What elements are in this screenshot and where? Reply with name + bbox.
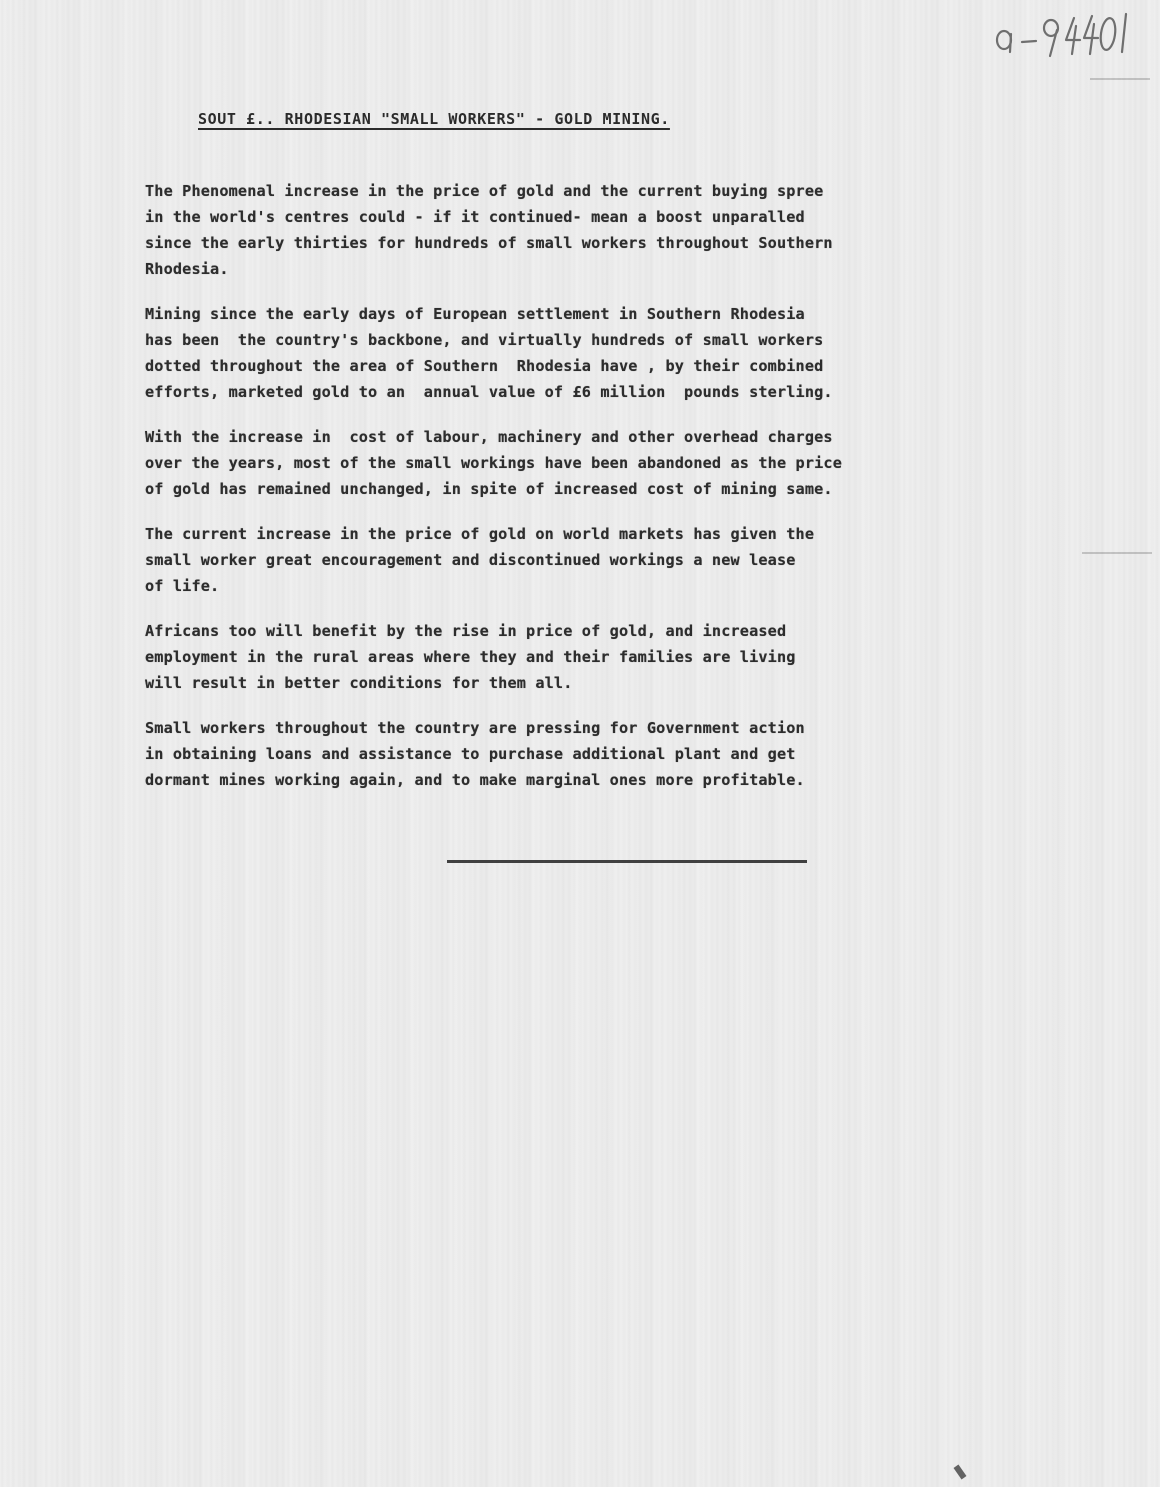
paragraph-encouragement [145,521,1105,599]
end-of-document-rule [447,860,807,863]
text-line: will result in better conditions for them all. [145,674,573,692]
text-line: dormant mines working again, and to make marginal ones more profitable. [145,771,805,789]
paragraph-gold-price-boost [145,178,1105,282]
text-line: Africans too will benefit by the rise in price of gold, and increased [145,622,787,640]
paragraph-government-action [145,715,1105,793]
text-line: in obtaining loans and assistance to purchase additional plant and get [145,745,796,763]
text-line: The current increase in the price of gold on world markets has given the [145,525,815,543]
handwritten-reference-number [950,8,1140,68]
text-line: Rhodesia. [145,260,229,278]
stray-ink-mark [954,1465,967,1480]
text-line: The Phenomenal increase in the price of gold and the current buying spree [145,182,824,200]
text-line: over the years, most of the small workings have been abandoned as the price [145,454,843,472]
document-body [145,178,1105,812]
margin-mark [1090,78,1150,80]
paragraph-africans-benefit [145,618,1105,696]
document-title: SOUT £.. RHODESIAN "SMALL WORKERS" - GOLD MINING. [198,110,670,128]
text-line: small worker great encouragement and discontinued workings a new lease [145,551,796,569]
text-line: dotted throughout the area of Southern Rhodesia have , by their combined [145,357,824,375]
text-line: With the increase in cost of labour, machinery and other overhead charges [145,428,833,446]
text-line: since the early thirties for hundreds of small workers throughout Southern [145,234,833,252]
text-line: efforts, marketed gold to an annual value of £6 million pounds sterling. [145,383,833,401]
text-line: employment in the rural areas where they and their families are living [145,648,796,666]
paragraph-rising-costs [145,424,1105,502]
paragraph-mining-history [145,301,1105,405]
text-line: of gold has remained unchanged, in spite of increased cost of mining same. [145,480,833,498]
text-line: Small workers throughout the country are pressing for Government action [145,719,805,737]
text-line: of life. [145,577,220,595]
text-line: has been the country's backbone, and virtually hundreds of small workers [145,331,824,349]
text-line: Mining since the early days of European settlement in Southern Rhodesia [145,305,805,323]
text-line: in the world's centres could - if it continued- mean a boost unparalled [145,208,805,226]
